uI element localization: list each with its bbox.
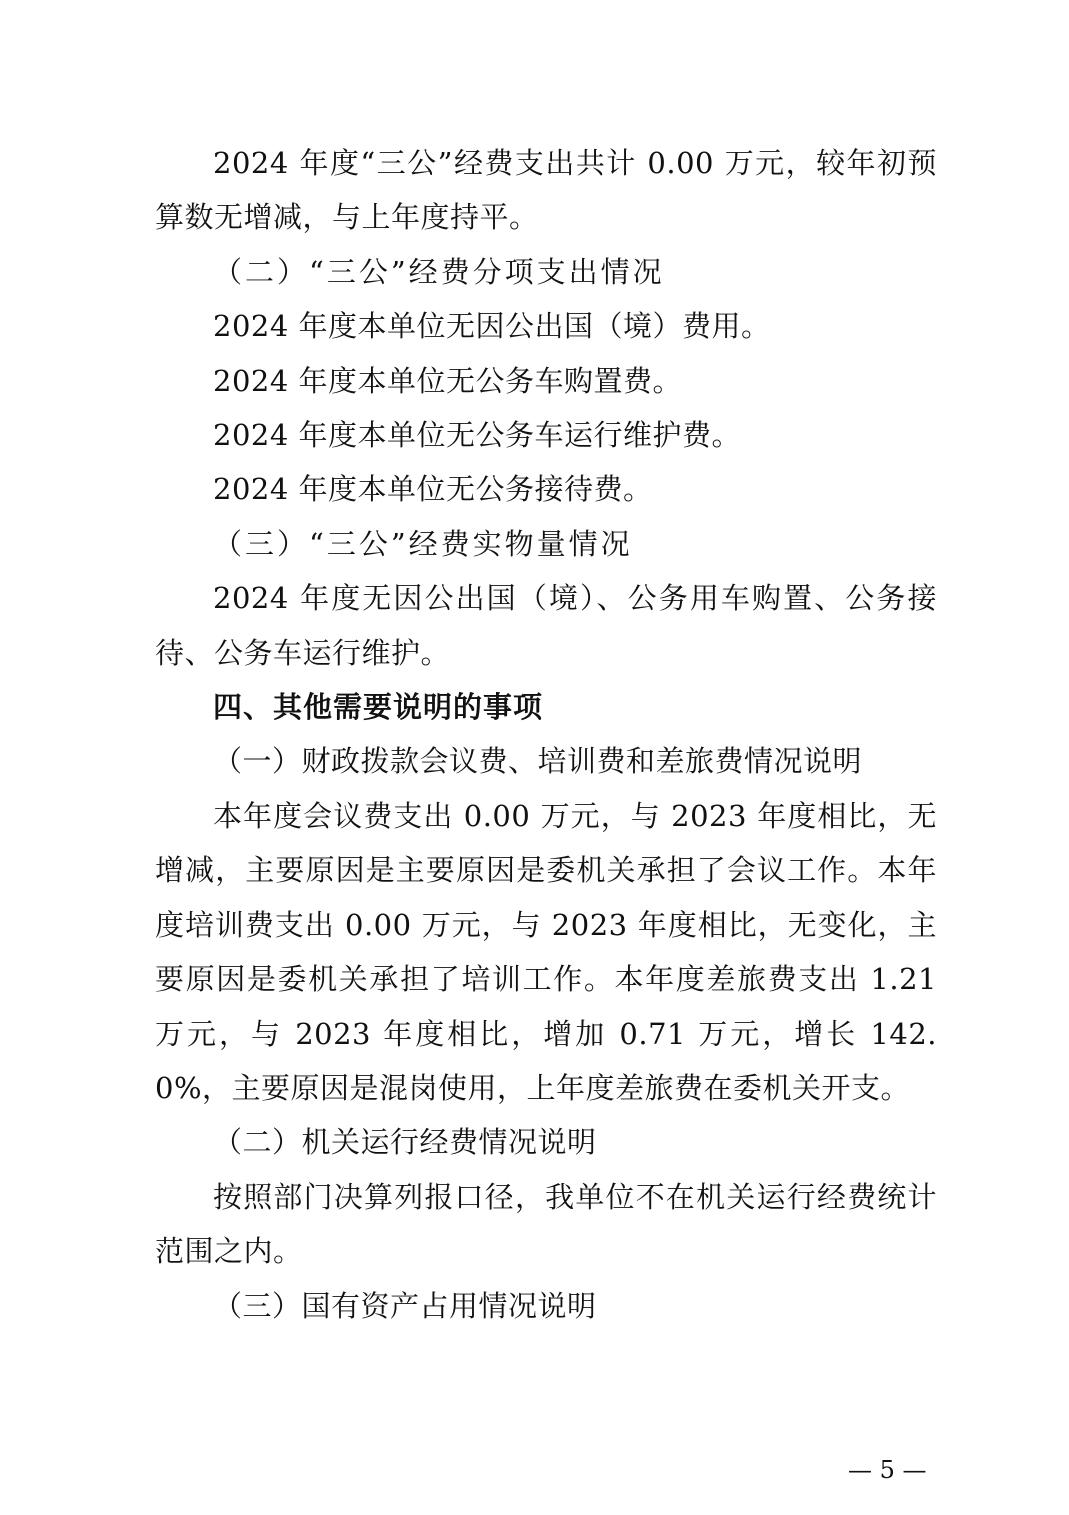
document-body <box>155 136 937 1333</box>
subheading-operating-expenses: （二）机关运行经费情况说明 <box>213 1125 597 1160</box>
paragraph-physical-summary: 2024 年度无因公出国（境）、公务用车购置、公务接待、公务车运行维护。 <box>155 581 937 670</box>
paragraph-operating-expenses: 按照部门决算列报口径，我单位不在机关运行经费统计范围之内。 <box>155 1179 937 1269</box>
subheading-state-assets: （三）国有资产占用情况说明 <box>213 1288 597 1323</box>
subheading-sangong-physical: （三）“三公”经费实物量情况 <box>213 526 633 561</box>
paragraph-vehicle-maintenance: 2024 年度本单位无公务车运行维护费。 <box>213 418 742 453</box>
paragraph-sangong-total: 2024 年度“三公”经费支出共计 0.00 万元，较年初预算数无增减，与上年度持平。 <box>155 146 937 235</box>
paragraph-reception: 2024 年度本单位无公务接待费。 <box>213 472 653 507</box>
paragraph-overseas-travel: 2024 年度本单位无因公出国（境）费用。 <box>213 309 771 344</box>
paragraph-vehicle-purchase: 2024 年度本单位无公务车购置费。 <box>213 363 683 398</box>
subheading-sangong-itemized: （二）“三公”经费分项支出情况 <box>213 254 665 289</box>
section-heading-other-matters: 四、其他需要说明的事项 <box>213 690 544 725</box>
paragraph-meeting-training-travel: 本年度会议费支出 0.00 万元，与 2023 年度相比，无增减，主要原因是主要原因是委机关承担了会议工作。本年度培训费支出 0.00 万元，与 2023 年度相比，无变化，主要原因是委机关承担了培训工作。本年度差旅费支出 1.21 万元，与 2023 年度相比，增加 0.71 万元，增长 142.0%，主要原因是混岗使用，上年度差旅费在委机关开支。 <box>155 798 937 1105</box>
page-number: — 5 — <box>848 1456 927 1484</box>
subheading-meeting-training-travel: （一）财政拨款会议费、培训费和差旅费情况说明 <box>213 744 863 779</box>
